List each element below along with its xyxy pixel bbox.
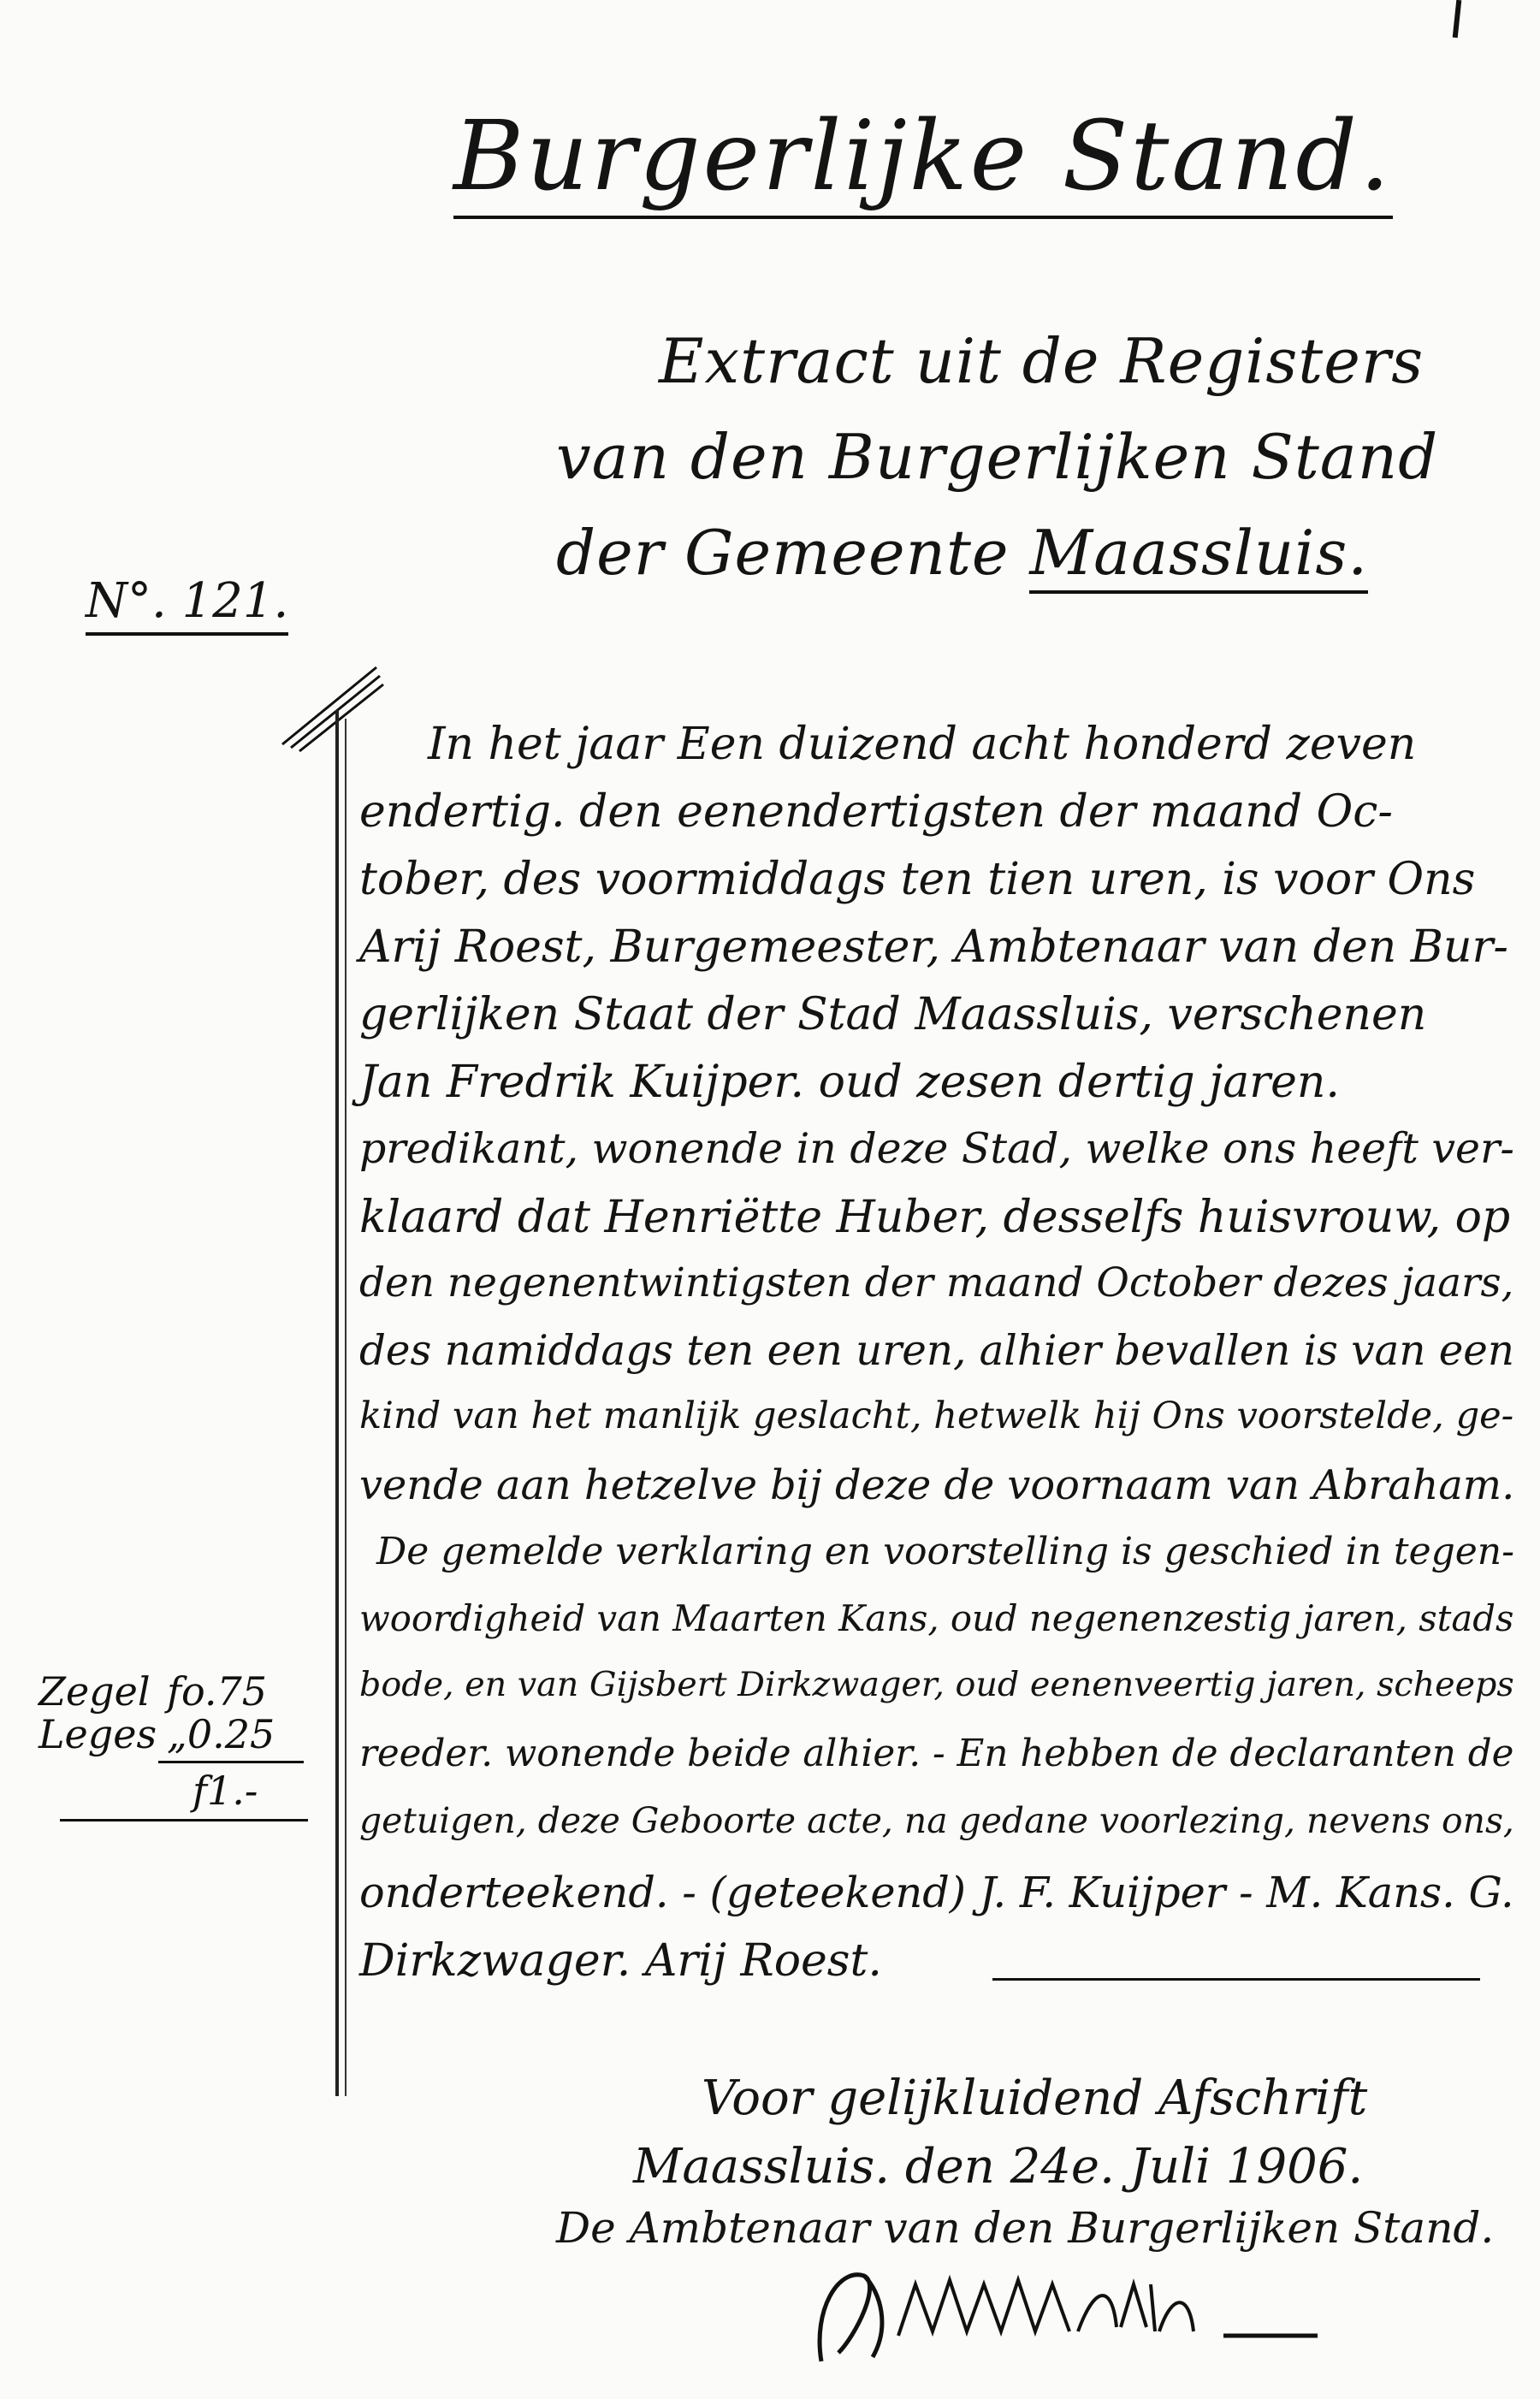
closing-line-2: Maassluis. den 24e. Juli 1906. — [633, 2139, 1364, 2195]
record-body-line: woordigheid van Maarten Kans, oud negenenzestig jaren, stads — [359, 1597, 1514, 1639]
record-body-line: endertig. den eenendertigsten der maand Oc- — [359, 786, 1393, 838]
margin-rule — [335, 710, 339, 2096]
municipality-name: Maassluis. — [1029, 517, 1368, 594]
record-body-line: tober, des voormiddags ten tien uren, is voor Ons — [359, 854, 1476, 905]
record-body-line: Jan Fredrik Kuijper. oud zesen dertig jaren. — [359, 1057, 1340, 1108]
record-body-line: reeder. wonende beide alhier. - En hebben de declaranten de — [359, 1733, 1514, 1775]
record-body-line: bode, en van Gijsbert Dirkzwager, oud eenenveertig jaren, scheeps — [359, 1665, 1514, 1704]
zegel-label: Zegel — [38, 1668, 151, 1715]
fee-total-rule — [60, 1819, 308, 1821]
record-body-line: kind van het manlijk geslacht, hetwelk hij Ons voorstelde, ge- — [359, 1395, 1514, 1437]
record-body-line: den negenentwintigsten der maand October dezes jaars, — [359, 1259, 1514, 1306]
record-body-line: klaard dat Henriëtte Huber, desselfs huisvrouw, op — [359, 1192, 1511, 1243]
record-body-line: onderteekend. - (geteekend) J. F. Kuijper - M. Kans. G. — [359, 1868, 1514, 1917]
record-body-line: des namiddags ten een uren, alhier bevallen is van een — [359, 1327, 1514, 1375]
extract-heading-prefix: der Gemeente — [556, 517, 1030, 589]
leges-label: Leges — [38, 1711, 157, 1757]
record-body-line: vende aan hetzelve bij deze de voornaam van Abraham. — [359, 1462, 1515, 1509]
official-signature — [804, 2259, 1335, 2370]
record-body-line: getuigen, deze Geboorte acte, na gedane voorlezing, nevens ons, — [359, 1800, 1514, 1841]
zegel-value: fo.75 — [167, 1668, 268, 1715]
body-end-rule — [992, 1978, 1480, 1981]
margin-rule-inner — [345, 719, 346, 2096]
closing-line-1: Voor gelijkluidend Afschrift — [702, 2070, 1368, 2126]
page-mark — [1453, 0, 1462, 38]
record-body-line: gerlijken Staat der Stad Maassluis, verschenen — [359, 989, 1427, 1040]
record-body-line: Dirkzwager. Arij Roest. — [359, 1935, 882, 1987]
margin-tick-marks — [274, 659, 385, 753]
record-body-line: De gemelde verklaring en voorstelling is geschied in tegen- — [376, 1530, 1514, 1573]
record-number: N°. 121. — [86, 573, 288, 636]
fee-sum-rule — [158, 1761, 304, 1763]
closing-line-3: De Ambtenaar van den Burgerlijken Stand. — [556, 2203, 1495, 2253]
record-body-line: predikant, wonende in deze Stad, welke ons heeft ver- — [359, 1124, 1514, 1173]
document-title: Burgerlijke Stand. — [453, 101, 1393, 219]
record-body-line: Arij Roest, Burgemeester, Ambtenaar van den Bur- — [359, 921, 1508, 973]
record-body-line: In het jaar Een duizend acht honderd zeven — [428, 719, 1417, 770]
extract-heading-line-3 — [556, 517, 1368, 589]
extract-heading-line-1: Extract uit de Registers — [659, 325, 1424, 397]
extract-heading-line-2: van den Burgerlijken Stand — [556, 421, 1439, 493]
leges-value: „0.25 — [167, 1711, 275, 1757]
fee-total: f1.- — [192, 1768, 258, 1814]
